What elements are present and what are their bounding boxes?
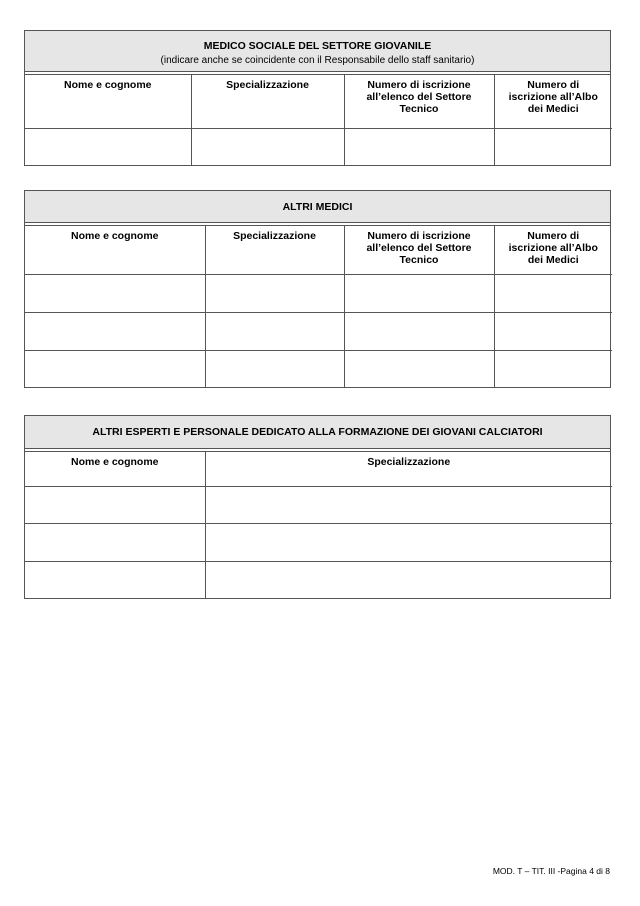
col-header-iscrizione-albo: Numero di iscrizione all’Albo dei Medici bbox=[494, 75, 612, 128]
cell-iscrizione-albo[interactable] bbox=[494, 274, 612, 312]
medico-sociale-table bbox=[25, 75, 612, 165]
cell-specializzazione[interactable] bbox=[205, 523, 612, 561]
section-title: MEDICO SOCIALE DEL SETTORE GIOVANILE bbox=[203, 40, 432, 52]
table-row bbox=[25, 523, 612, 561]
section-title: ALTRI MEDICI bbox=[282, 201, 353, 213]
col-header-nome: Nome e cognome bbox=[25, 452, 205, 486]
col-header-specializzazione: Specializzazione bbox=[191, 75, 344, 128]
section-altri-medici bbox=[24, 190, 611, 388]
cell-specializzazione[interactable] bbox=[205, 561, 612, 598]
col-header-iscrizione-settore: Numero di iscrizione all’elenco del Settore Tecnico bbox=[344, 226, 494, 274]
col-header-iscrizione-settore: Numero di iscrizione all’elenco del Settore Tecnico bbox=[344, 75, 494, 128]
table-row bbox=[25, 486, 612, 523]
col-header-specializzazione: Specializzazione bbox=[205, 226, 344, 274]
section-header bbox=[25, 31, 610, 72]
cell-nome[interactable] bbox=[25, 128, 191, 165]
cell-specializzazione[interactable] bbox=[205, 312, 344, 350]
table-row bbox=[25, 274, 612, 312]
cell-iscrizione-settore[interactable] bbox=[344, 350, 494, 387]
col-header-specializzazione: Specializzazione bbox=[205, 452, 612, 486]
cell-specializzazione[interactable] bbox=[191, 128, 344, 165]
altri-medici-table bbox=[25, 226, 612, 387]
col-header-nome: Nome e cognome bbox=[25, 226, 205, 274]
cell-iscrizione-albo[interactable] bbox=[494, 350, 612, 387]
cell-iscrizione-albo[interactable] bbox=[494, 128, 612, 165]
col-header-nome: Nome e cognome bbox=[25, 75, 191, 128]
section-header bbox=[25, 416, 610, 449]
altri-esperti-table bbox=[25, 452, 612, 598]
table-row bbox=[25, 561, 612, 598]
page-footer: MOD. T – TIT. III -Pagina 4 di 8 bbox=[492, 866, 610, 876]
cell-iscrizione-settore[interactable] bbox=[344, 312, 494, 350]
cell-nome[interactable] bbox=[25, 312, 205, 350]
section-altri-esperti bbox=[24, 415, 611, 599]
cell-nome[interactable] bbox=[25, 274, 205, 312]
table-row bbox=[25, 312, 612, 350]
table-row bbox=[25, 128, 612, 165]
cell-iscrizione-settore[interactable] bbox=[344, 274, 494, 312]
cell-nome[interactable] bbox=[25, 561, 205, 598]
cell-specializzazione[interactable] bbox=[205, 486, 612, 523]
table-row bbox=[25, 350, 612, 387]
cell-specializzazione[interactable] bbox=[205, 274, 344, 312]
section-subtitle: (indicare anche se coincidente con il Responsabile dello staff sanitario) bbox=[160, 55, 475, 66]
cell-specializzazione[interactable] bbox=[205, 350, 344, 387]
cell-iscrizione-settore[interactable] bbox=[344, 128, 494, 165]
cell-nome[interactable] bbox=[25, 486, 205, 523]
cell-iscrizione-albo[interactable] bbox=[494, 312, 612, 350]
cell-nome[interactable] bbox=[25, 523, 205, 561]
section-medico-sociale bbox=[24, 30, 611, 166]
section-header bbox=[25, 191, 610, 223]
cell-nome[interactable] bbox=[25, 350, 205, 387]
col-header-iscrizione-albo: Numero di iscrizione all’Albo dei Medici bbox=[494, 226, 612, 274]
section-title: ALTRI ESPERTI E PERSONALE DEDICATO ALLA FORMAZIONE DEI GIOVANI CALCIATORI bbox=[92, 426, 543, 438]
